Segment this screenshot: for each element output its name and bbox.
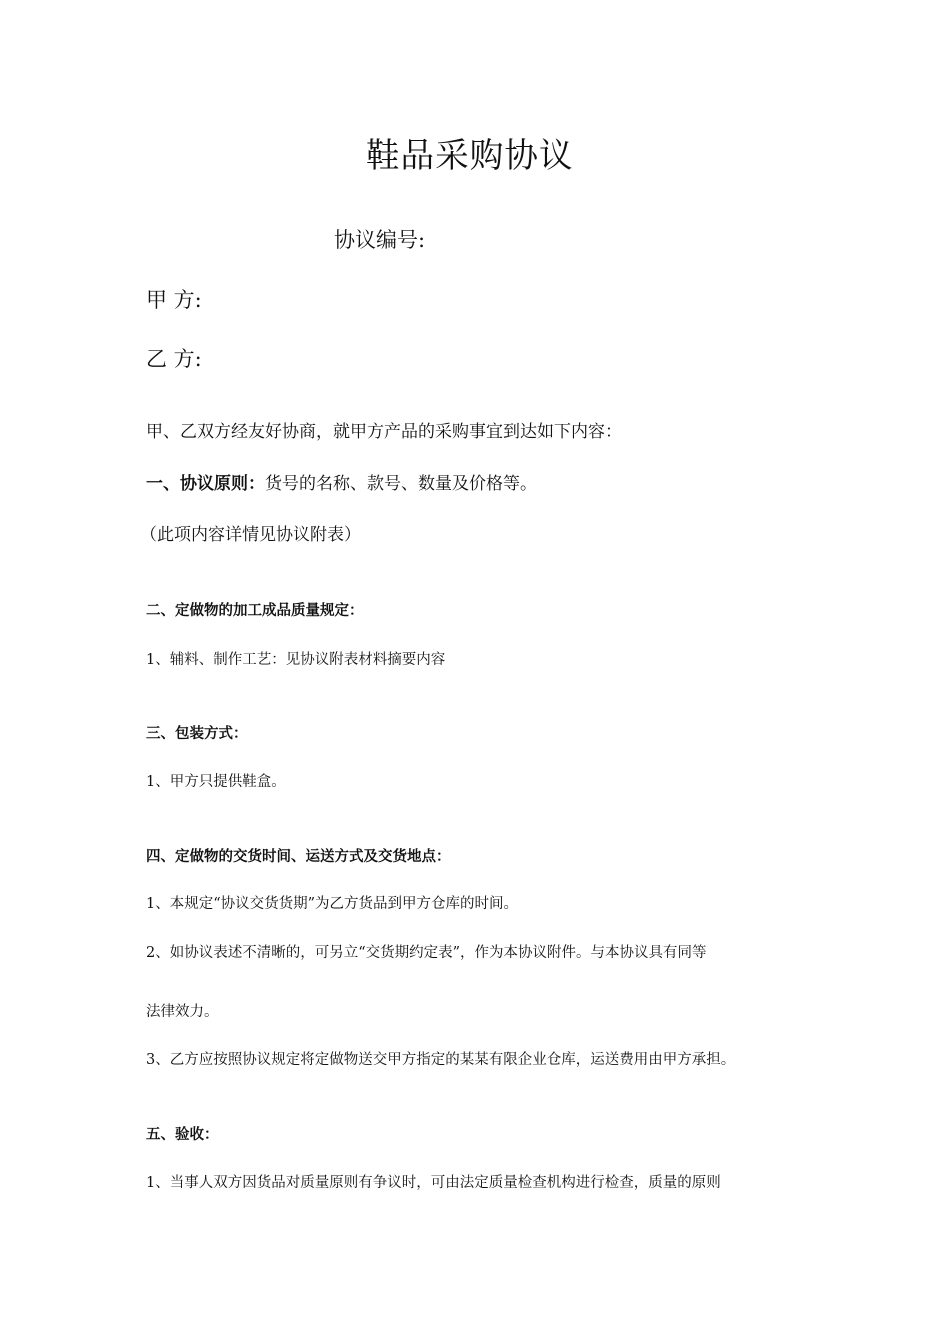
- section-5-item-1: 1、当事人双方因货品对质量原则有争议时，可由法定质量检查机构进行检查，质量的原则: [146, 1175, 721, 1191]
- section-1-text: 货号的名称、款号、数量及价格等。: [265, 474, 537, 494]
- agreement-number-label: 协议编号:: [334, 228, 426, 252]
- section-4-item-3: 3、乙方应按照协议规定将定做物送交甲方指定的某某有限企业仓库，运送费用由甲方承担。: [146, 1052, 736, 1068]
- section-4-item-2-line-1: 2、如协议表述不清晰的，可另立“交货期约定表”，作为本协议附件。与本协议具有同等: [146, 945, 707, 961]
- section-2-heading: 二、定做物的加工成品质量规定：: [146, 602, 364, 619]
- section-1: [146, 469, 537, 494]
- section-3-heading: 三、包装方式：: [146, 725, 248, 742]
- section-4-item-1: 1、本规定“协议交货货期”为乙方货品到甲方仓库的时间。: [146, 896, 519, 912]
- intro-paragraph: 甲、乙双方经友好协商，就甲方产品的采购事宜到达如下内容：: [146, 422, 622, 442]
- section-1-note: （此项内容详情见协议附表）: [140, 525, 361, 545]
- section-1-heading: 一、协议原则：: [146, 474, 265, 494]
- section-2-item-1: 1、辅料、制作工艺：见协议附表材料摘要内容: [146, 652, 446, 668]
- party-a-label: 甲 方:: [146, 288, 202, 312]
- party-b-label: 乙 方:: [146, 347, 202, 371]
- section-3-item-1: 1、甲方只提供鞋盒。: [146, 774, 286, 790]
- document-title: 鞋品采购协议: [365, 136, 574, 176]
- section-4-item-2-line-2: 法律效力。: [146, 1004, 219, 1020]
- section-5-heading: 五、验收：: [146, 1126, 219, 1143]
- section-4-heading: 四、定做物的交货时间、运送方式及交货地点：: [146, 848, 451, 865]
